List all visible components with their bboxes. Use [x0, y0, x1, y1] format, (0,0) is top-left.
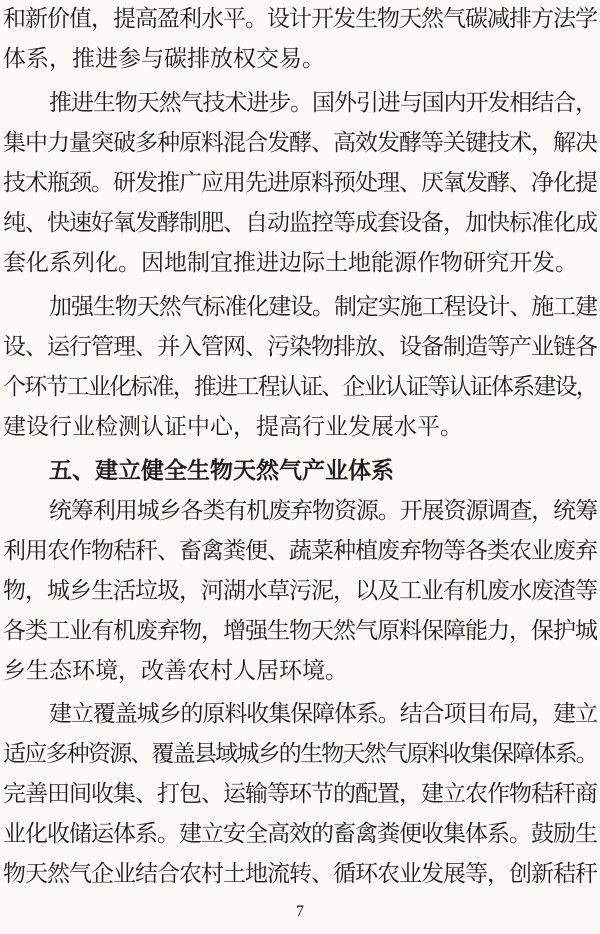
text-line: 物，城乡生活垃圾，河湖水草污泥，以及工业有机废水废渣等 — [3, 578, 597, 604]
paragraph-first-line: 加强生物天然气标准化建设。制定实施工程设计、施工建 — [49, 294, 597, 320]
text-line: 套化系列化。因地制宜推进边际土地能源作物研究开发。 — [3, 250, 578, 276]
text-line: 利用农作物秸秆、畜禽粪便、蔬菜种植废弃物等各类农业废弃 — [3, 538, 597, 564]
text-line: 设、运行管理、并入管网、污染物排放、设备制造等产业链各 — [3, 334, 597, 360]
paragraph-first-line: 建立覆盖城乡的原料收集保障体系。结合项目布局，建立 — [49, 701, 597, 727]
text-line: 建设行业检测认证中心，提高行业发展水平。 — [3, 414, 463, 440]
text-line: 体系，推进参与碳排放权交易。 — [3, 46, 325, 72]
page-number: 7 — [296, 903, 304, 920]
text-line: 技术瓶颈。研发推广应用先进原料预处理、厌氧发酵、净化提 — [3, 170, 597, 196]
paragraph-first-line: 推进生物天然气技术进步。国外引进与国内开发相结合， — [49, 90, 597, 116]
text-line: 集中力量突破多种原料混合发酵、高效发酵等关键技术，解决 — [3, 130, 597, 156]
paragraph-first-line: 统筹利用城乡各类有机废弃物资源。开展资源调查，统筹 — [49, 498, 597, 524]
text-line: 个环节工业化标准，推进工程认证、企业认证等认证体系建设， — [3, 374, 597, 400]
text-line: 适应多种资源、覆盖县域城乡的生物天然气原料收集保障体系。 — [3, 741, 597, 767]
text-line: 物天然气企业结合农村土地流转、循环农业发展等，创新秸秆 — [3, 861, 597, 887]
text-line: 和新价值，提高盈利水平。设计开发生物天然气碳减排方法学 — [3, 6, 597, 32]
text-line: 完善田间收集、打包、运输等环节的配置，建立农作物秸秆商 — [3, 781, 597, 807]
text-line: 业化收储运体系。建立安全高效的畜禽粪便收集体系。鼓励生 — [3, 821, 597, 847]
text-line: 各类工业有机废弃物，增强生物天然气原料保障能力，保护城 — [3, 618, 597, 644]
text-line: 纯、快速好氧发酵制肥、自动监控等成套设备，加快标准化成 — [3, 210, 597, 236]
section-heading: 五、建立健全生物天然气产业体系 — [49, 458, 394, 484]
text-line: 乡生态环境，改善农村人居环境。 — [3, 658, 348, 684]
